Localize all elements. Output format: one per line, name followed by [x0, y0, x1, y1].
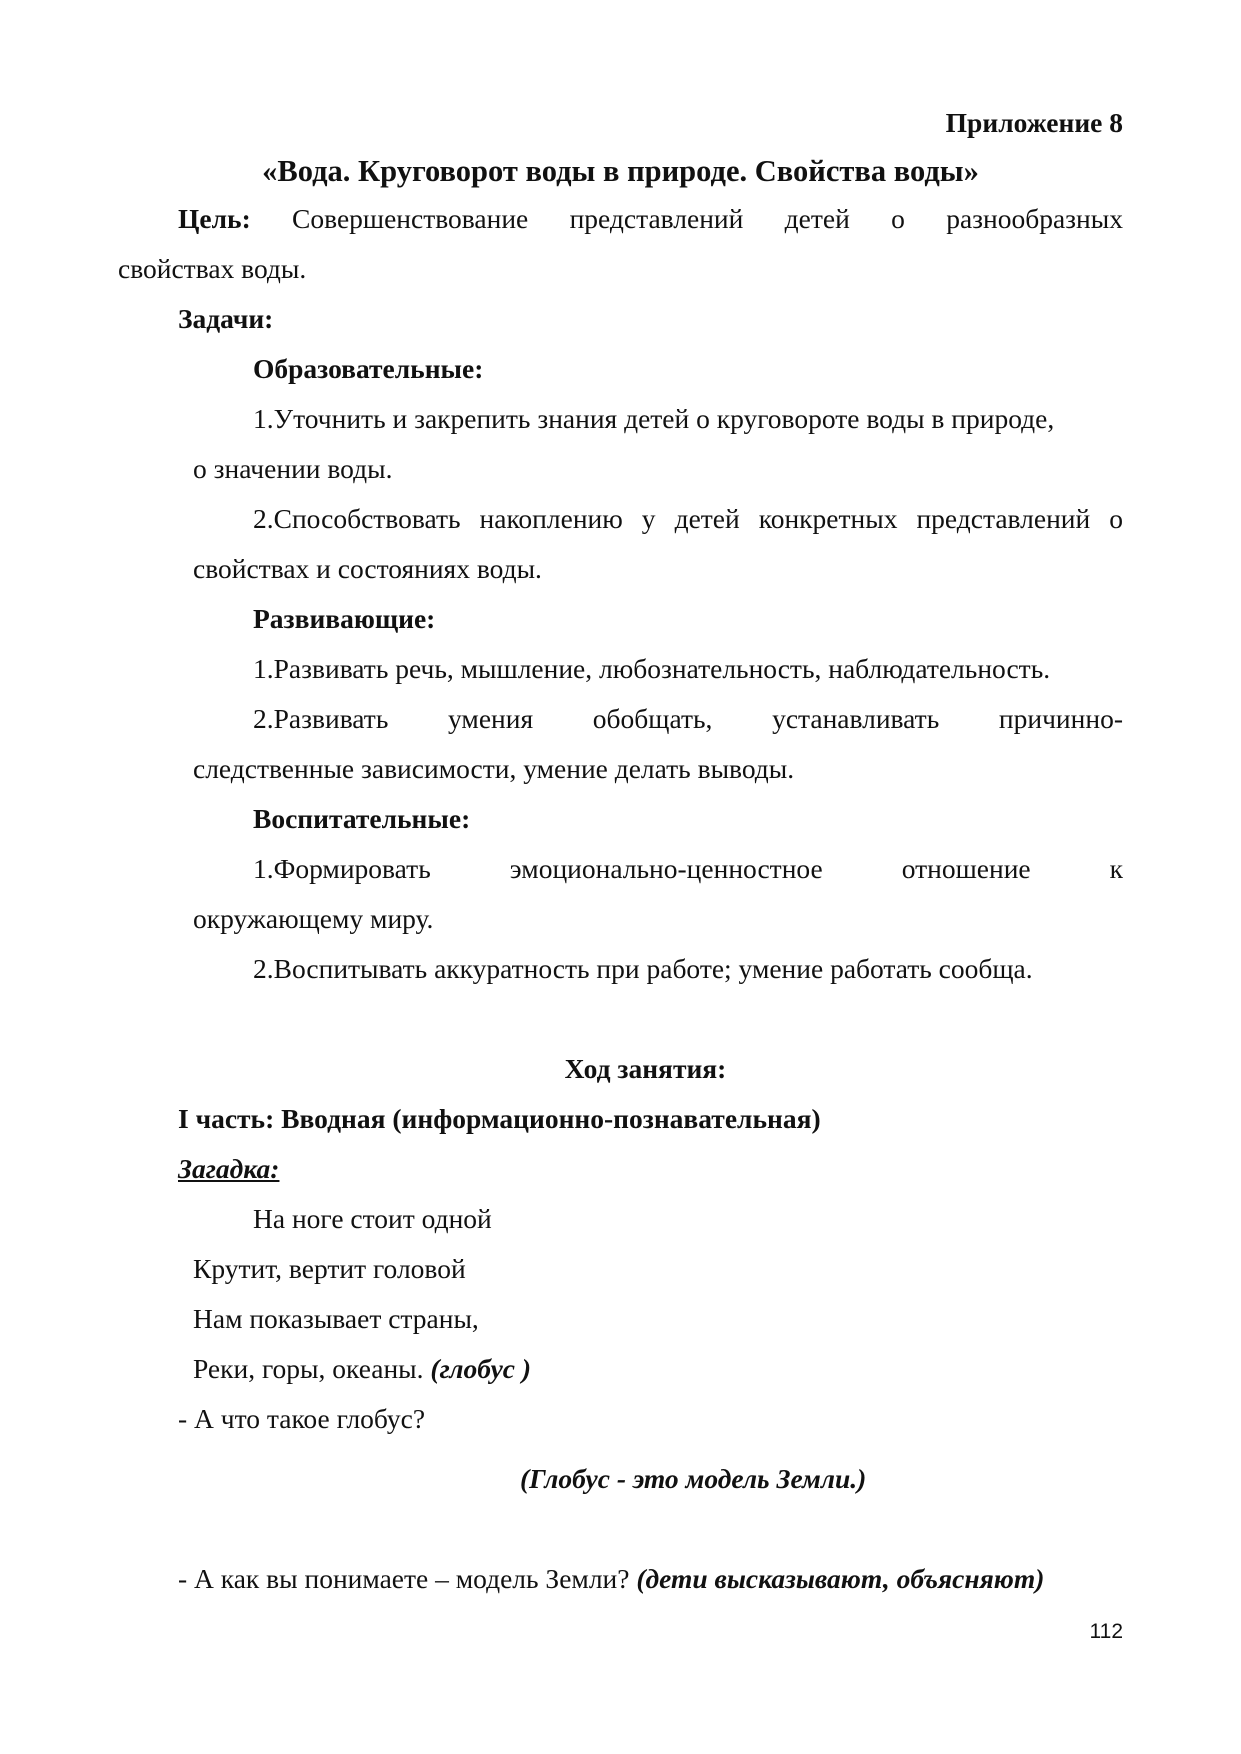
goal-word: Совершенствование [292, 203, 529, 234]
educational-item-1-line-2: о значении воды. [193, 453, 393, 484]
developmental-item-2-line-2: следственные зависимости, умение делать выводы. [193, 753, 795, 784]
appendix-label: Приложение 8 [945, 107, 1123, 138]
part-1-heading: I часть: Вводная (информационно-познавательная) [178, 1103, 821, 1134]
educational-item-1-text: 1.Уточнить и закрепить знания детей о круговороте воды в природе, [253, 403, 1055, 434]
riddle-label: Загадка: [178, 1153, 280, 1184]
upbringing-item-2: 2.Воспитывать аккуратность при работе; умение работать сообща. [253, 953, 1033, 984]
riddle-line: На ноге стоит одной [253, 1203, 492, 1234]
goal-word: представлений [569, 203, 744, 234]
word: 2.Развивать [253, 703, 389, 734]
question-2-note: (дети высказывают, объясняют) [636, 1563, 1045, 1594]
educational-item-2-line-1: 2.Способствовать накоплению у детей конкретных представлений о [253, 503, 1123, 534]
question-1: - А что такое глобус? [178, 1403, 426, 1434]
goal-word: о [891, 203, 905, 234]
lesson-heading: Ход занятия: [564, 1053, 727, 1084]
upbringing-item-1-line-1 [253, 851, 1123, 887]
tasks-heading: Задачи: [178, 303, 274, 334]
developmental-heading: Развивающие: [253, 603, 436, 634]
page-number: 112 [1089, 1620, 1123, 1643]
developmental-item-1: 1.Развивать речь, мышление, любознательность, наблюдательность. [253, 653, 1051, 684]
goal-word: детей [784, 203, 850, 234]
riddle-answer: (глобус ) [430, 1353, 532, 1384]
riddle-line-last [193, 1351, 531, 1387]
question-2 [178, 1561, 1044, 1597]
riddle-line: Крутит, вертит головой [193, 1253, 466, 1284]
word: обобщать, [592, 703, 713, 734]
word: отношение [901, 853, 1031, 884]
goal-line-1 [178, 201, 1123, 237]
word: устанавливать [772, 703, 940, 734]
educational-item-2-line-2: свойствах и состояниях воды. [193, 553, 542, 584]
answer-1: (Глобус - это модель Земли.) [520, 1463, 867, 1494]
educational-item-1-line-1 [253, 401, 1123, 437]
page-title: «Вода. Круговорот воды в природе. Свойства воды» [262, 154, 979, 188]
riddle-line: Реки, горы, океаны. [193, 1353, 424, 1384]
word: умения [448, 703, 534, 734]
goal-label: Цель: [178, 203, 251, 234]
word: причинно- [998, 703, 1123, 734]
goal-line-2: свойствах воды. [118, 253, 307, 284]
question-2-text: - А как вы понимаете – модель Земли? [178, 1563, 630, 1594]
upbringing-heading: Воспитательные: [253, 803, 471, 834]
word: эмоционально-ценностное [509, 853, 823, 884]
developmental-item-2-line-1 [253, 701, 1123, 737]
educational-heading: Образовательные: [253, 353, 484, 384]
word: 1.Формировать [253, 853, 431, 884]
upbringing-item-1-line-2: окружающему миру. [193, 903, 434, 934]
word: к [1109, 853, 1123, 884]
riddle-line: Нам показывает страны, [193, 1303, 479, 1334]
goal-word: разнообразных [946, 203, 1123, 234]
